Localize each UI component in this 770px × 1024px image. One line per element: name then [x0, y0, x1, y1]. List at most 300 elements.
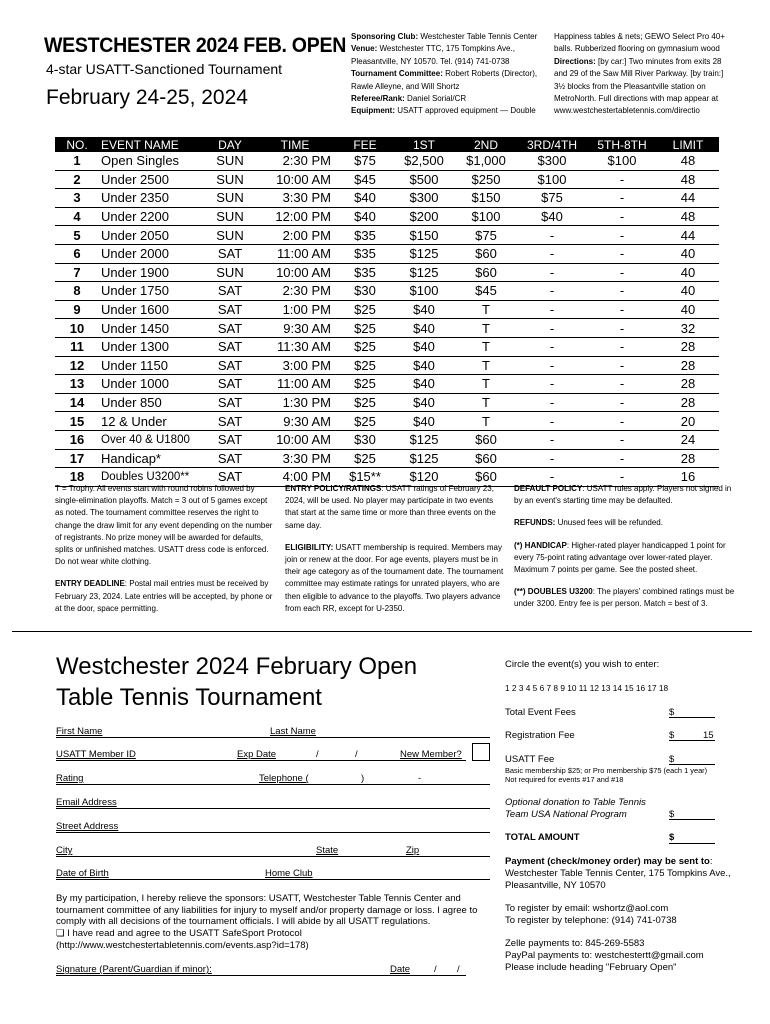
registration-fee-dollar: $ — [669, 730, 675, 741]
event-prize-2nd: T — [455, 356, 517, 375]
event-no: 6 — [55, 244, 99, 263]
event-time: 2:00 PM — [253, 226, 337, 245]
default-policy — [514, 483, 736, 507]
event-limit: 40 — [657, 282, 719, 301]
event-prize-2nd: $60 — [455, 468, 517, 487]
event-name: Under 2200 — [99, 207, 207, 226]
event-limit: 32 — [657, 319, 719, 338]
event-no: 1 — [55, 152, 99, 170]
event-number-choices[interactable]: 1 2 3 4 5 6 7 8 9 10 11 12 13 14 15 16 17 18 — [505, 683, 669, 693]
exp-date-label: Exp Date — [237, 749, 277, 760]
email-label: Email Address — [56, 797, 117, 808]
event-name: Under 2500 — [99, 170, 207, 189]
event-no: 14 — [55, 393, 99, 412]
entry-policy-label: ENTRY POLICY/RATINGS — [285, 484, 382, 493]
table-row — [55, 244, 719, 263]
event-prize-1st: $125 — [393, 244, 455, 263]
event-day: SAT — [207, 430, 253, 449]
event-day: SAT — [207, 282, 253, 301]
payment-colon: : — [709, 856, 713, 867]
event-no: 11 — [55, 337, 99, 356]
event-prize-1st: $150 — [393, 226, 455, 245]
zelle-info: Zelle payments to: 845-269-5583 — [505, 938, 645, 949]
new-member-checkbox[interactable] — [472, 743, 490, 761]
event-day: SUN — [207, 189, 253, 208]
doubles-label: (**) DOUBLES U3200 — [514, 587, 593, 597]
event-prize-1st: $40 — [393, 337, 455, 356]
email-input-line[interactable] — [56, 808, 490, 809]
event-prize-3rd-4th: $40 — [517, 207, 587, 226]
usatt-fee-dollar: $ — [669, 754, 675, 765]
event-name: Under 1750 — [99, 282, 207, 301]
total-event-fees-label: Total Event Fees — [505, 707, 576, 718]
donation-dollar: $ — [669, 809, 675, 820]
header-5th-8th: 5TH-8TH — [587, 137, 657, 152]
table-row — [55, 226, 719, 245]
event-day: SAT — [207, 319, 253, 338]
event-prize-5th-8th: - — [587, 337, 657, 356]
event-limit: 16 — [657, 468, 719, 487]
table-row — [55, 319, 719, 338]
event-prize-1st: $2,500 — [393, 152, 455, 170]
event-fee: $25 — [337, 375, 393, 394]
dob-club-input-line[interactable] — [56, 879, 490, 880]
home-club-label: Home Club — [265, 868, 313, 879]
event-fee: $25 — [337, 449, 393, 468]
directions: [by car:] Two minutes from exits 28 and 29 of the Saw Mill River Parkway. [by train:] 3½ blocks from the Pleasantville station on MetroNorth. Full directions with map appear at www.westchestertabletennis.com/directio — [554, 56, 724, 116]
default-policy-label: DEFAULT POLICY — [514, 484, 583, 493]
event-prize-3rd-4th: - — [517, 226, 587, 245]
event-prize-3rd-4th: - — [517, 412, 587, 431]
event-prize-3rd-4th: $100 — [517, 170, 587, 189]
event-prize-2nd: $1,000 — [455, 152, 517, 170]
event-prize-1st: $100 — [393, 282, 455, 301]
event-prize-5th-8th: - — [587, 356, 657, 375]
state-label: State — [316, 845, 339, 856]
event-prize-3rd-4th: - — [517, 393, 587, 412]
event-name: Open Singles — [99, 152, 207, 170]
event-prize-3rd-4th: - — [517, 337, 587, 356]
event-time: 3:00 PM — [253, 356, 337, 375]
last-name-label: Last Name — [270, 726, 316, 737]
event-day: SAT — [207, 244, 253, 263]
event-fee: $25 — [337, 300, 393, 319]
committee-label: Tournament Committee: — [351, 69, 443, 79]
signature-input-line[interactable] — [56, 975, 466, 976]
event-limit: 40 — [657, 263, 719, 282]
eligibility — [285, 542, 505, 615]
refunds — [514, 517, 736, 529]
event-prize-5th-8th: - — [587, 319, 657, 338]
total-event-fees-dollar: $ — [669, 707, 675, 718]
handicap — [514, 540, 736, 577]
entry-deadline — [55, 578, 277, 615]
event-prize-3rd-4th: - — [517, 263, 587, 282]
event-fee: $35 — [337, 263, 393, 282]
event-day: SAT — [207, 412, 253, 431]
event-time: 9:30 AM — [253, 319, 337, 338]
equipment: USATT approved equipment — Double — [397, 106, 536, 116]
event-prize-5th-8th: - — [587, 300, 657, 319]
event-day: SAT — [207, 375, 253, 394]
event-time: 2:30 PM — [253, 152, 337, 170]
event-prize-3rd-4th: - — [517, 430, 587, 449]
event-day: SAT — [207, 337, 253, 356]
usatt-fee-label: USATT Fee — [505, 754, 555, 765]
event-fee: $15** — [337, 468, 393, 487]
event-prize-3rd-4th: - — [517, 282, 587, 301]
event-prize-2nd: $60 — [455, 449, 517, 468]
event-fee: $75 — [337, 152, 393, 170]
event-time: 11:00 AM — [253, 244, 337, 263]
event-name: Doubles U3200** — [99, 468, 207, 487]
event-prize-3rd-4th: - — [517, 319, 587, 338]
event-no: 3 — [55, 189, 99, 208]
event-prize-1st: $40 — [393, 319, 455, 338]
event-day: SAT — [207, 393, 253, 412]
table-row — [55, 393, 719, 412]
eligibility-label: ELIGIBILITY: — [285, 542, 334, 552]
event-prize-5th-8th: - — [587, 468, 657, 487]
event-name: Under 850 — [99, 393, 207, 412]
cut-line-divider — [12, 631, 752, 632]
event-prize-5th-8th: - — [587, 207, 657, 226]
event-limit: 40 — [657, 300, 719, 319]
header-1st: 1ST — [393, 137, 455, 152]
event-time: 1:00 PM — [253, 300, 337, 319]
event-prize-3rd-4th: $75 — [517, 189, 587, 208]
event-prize-5th-8th: - — [587, 189, 657, 208]
event-name: Under 1300 — [99, 337, 207, 356]
event-prize-3rd-4th: - — [517, 244, 587, 263]
signature-date-slash-2: / — [457, 964, 460, 975]
donation-input[interactable] — [669, 819, 715, 820]
event-limit: 20 — [657, 412, 719, 431]
donation-label: Optional donation to Table Tennis Team USA National Program — [505, 797, 646, 820]
event-name: Under 1000 — [99, 375, 207, 394]
registration-fee-line — [669, 740, 715, 741]
sponsor-label: Sponsoring Club: — [351, 32, 419, 41]
event-limit: 44 — [657, 189, 719, 208]
event-prize-5th-8th: - — [587, 430, 657, 449]
event-limit: 28 — [657, 356, 719, 375]
event-prize-5th-8th: - — [587, 244, 657, 263]
event-limit: 48 — [657, 207, 719, 226]
header-limit: LIMIT — [657, 137, 719, 152]
total-event-fees-input[interactable] — [669, 717, 715, 718]
event-prize-2nd: T — [455, 412, 517, 431]
event-prize-1st: $125 — [393, 449, 455, 468]
waiver-text: By my participation, I hereby relieve the sponsors: USATT, Westchester Table Tennis Center and tournament committee of any liabilities for injury to myself and/or property damage or loss. I agree to comply with all decisions of the tournament officials. I will abide by all USATT regulations. — [56, 893, 478, 928]
event-prize-2nd: $150 — [455, 189, 517, 208]
entry-policy-text: : USATT ratings of February 23, 2024, will be used. No player may participate in two events that start at the same time or more than three events on the same day. — [285, 484, 496, 530]
event-prize-5th-8th: - — [587, 226, 657, 245]
event-fee: $30 — [337, 282, 393, 301]
event-fee: $25 — [337, 412, 393, 431]
event-limit: 24 — [657, 430, 719, 449]
table-row — [55, 356, 719, 375]
event-name: Under 2050 — [99, 226, 207, 245]
safesport-checkbox[interactable]: ❏ — [56, 928, 65, 939]
event-prize-2nd: $100 — [455, 207, 517, 226]
table-row — [55, 430, 719, 449]
venue: Westchester TTC, 175 Tompkins Ave., Pleasantville, NY 10570. Tel. (914) 741-0738 — [351, 44, 515, 66]
event-prize-3rd-4th: - — [517, 375, 587, 394]
member-id-input-line[interactable] — [56, 760, 466, 761]
header-fee: FEE — [337, 137, 393, 152]
event-prize-1st: $200 — [393, 207, 455, 226]
event-no: 13 — [55, 375, 99, 394]
default-policy-text: : USATT rules apply. Players not signed in by an event's starting time may be defaulted. — [514, 484, 732, 506]
table-row — [55, 189, 719, 208]
table-row — [55, 300, 719, 319]
event-prize-1st: $125 — [393, 263, 455, 282]
event-fee: $45 — [337, 170, 393, 189]
payment-label: Payment (check/money order) may be sent to — [505, 856, 710, 867]
signature-date-slash-1: / — [434, 964, 437, 975]
safesport-agreement — [56, 928, 496, 951]
safesport-text: I have read and agree to the USATT SafeSport Protocol (http://www.westchestertabletennis.com/events.asp?id=178) — [56, 928, 309, 951]
city-state-zip-input-line[interactable] — [56, 856, 490, 857]
event-time: 3:30 PM — [253, 449, 337, 468]
event-fee: $25 — [337, 393, 393, 412]
circle-events-label: Circle the event(s) you wish to enter: — [505, 659, 660, 670]
online-payment-info — [505, 938, 735, 974]
city-label: City — [56, 845, 73, 856]
event-day: SAT — [207, 300, 253, 319]
usatt-fee-input[interactable] — [669, 764, 715, 765]
header-event-name: EVENT NAME — [99, 137, 207, 152]
form-title: Westchester 2024 February Open Table Tennis Tournament — [56, 653, 418, 711]
usatt-id-label: USATT Member ID — [56, 749, 136, 760]
event-day: SAT — [207, 356, 253, 375]
event-time: 10:00 AM — [253, 430, 337, 449]
event-time: 12:00 PM — [253, 207, 337, 226]
table-row — [55, 263, 719, 282]
event-fee: $25 — [337, 319, 393, 338]
exp-date-slash-2: / — [355, 749, 358, 760]
event-prize-2nd: $60 — [455, 430, 517, 449]
event-prize-2nd: T — [455, 393, 517, 412]
event-prize-1st: $40 — [393, 356, 455, 375]
register-info — [505, 903, 735, 927]
notes-column-3 — [514, 483, 736, 621]
table-row — [55, 449, 719, 468]
payment-instructions — [505, 856, 735, 892]
event-fee: $30 — [337, 430, 393, 449]
street-label: Street Address — [56, 821, 119, 832]
event-limit: 28 — [657, 337, 719, 356]
event-prize-2nd: $45 — [455, 282, 517, 301]
event-prize-5th-8th: - — [587, 393, 657, 412]
registration-fee-label: Registration Fee — [505, 730, 575, 741]
event-time: 9:30 AM — [253, 412, 337, 431]
referee-label: Referee/Rank: — [351, 94, 405, 104]
info-column-1 — [351, 31, 547, 118]
event-day: SUN — [207, 263, 253, 282]
event-limit: 48 — [657, 152, 719, 170]
first-name-label: First Name — [56, 726, 103, 737]
event-prize-1st: $500 — [393, 170, 455, 189]
entry-policy — [285, 483, 505, 532]
registration-fee-amount: 15 — [703, 730, 714, 741]
handicap-label: (*) HANDICAP — [514, 540, 567, 550]
event-day: SUN — [207, 226, 253, 245]
entry-deadline-text: : Postal mail entries must be received by February 23, 2024. Late entries will be accepted, by phone or at the door, space permitting. — [55, 579, 273, 613]
payment-address: Westchester Table Tennis Center, 175 Tompkins Ave., Pleasantville, NY 10570 — [505, 868, 731, 891]
event-limit: 40 — [657, 244, 719, 263]
event-time: 10:00 AM — [253, 263, 337, 282]
event-prize-1st: $120 — [393, 468, 455, 487]
refunds-label: REFUNDS: — [514, 518, 556, 528]
telephone-label: Telephone ( — [259, 773, 309, 784]
event-prize-1st: $40 — [393, 393, 455, 412]
event-name: Under 1450 — [99, 319, 207, 338]
event-prize-2nd: $75 — [455, 226, 517, 245]
total-amount-dollar: $ — [669, 832, 675, 843]
event-name: Under 2350 — [99, 189, 207, 208]
telephone-paren: ) — [361, 773, 365, 784]
event-prize-1st: $125 — [393, 430, 455, 449]
rating-phone-input-line[interactable] — [56, 784, 490, 785]
notes-column-2 — [285, 483, 505, 625]
event-no: 10 — [55, 319, 99, 338]
event-time: 3:30 PM — [253, 189, 337, 208]
event-rows — [55, 152, 719, 486]
event-prize-3rd-4th: - — [517, 449, 587, 468]
table-row — [55, 412, 719, 431]
event-prize-5th-8th: - — [587, 375, 657, 394]
telephone-dash: - — [418, 773, 422, 784]
event-fee: $25 — [337, 337, 393, 356]
event-prize-5th-8th: - — [587, 263, 657, 282]
info-column-2 — [554, 31, 732, 118]
event-name: Under 1600 — [99, 300, 207, 319]
event-prize-2nd: T — [455, 319, 517, 338]
event-no: 4 — [55, 207, 99, 226]
event-fee: $40 — [337, 189, 393, 208]
event-fee: $25 — [337, 356, 393, 375]
event-no: 17 — [55, 449, 99, 468]
event-name: Handicap* — [99, 449, 207, 468]
event-prize-5th-8th: - — [587, 449, 657, 468]
paypal-info: PayPal payments to: westchestertt@gmail.com — [505, 950, 704, 961]
zip-label: Zip — [406, 845, 420, 856]
events-table — [55, 137, 719, 487]
event-prize-5th-8th: - — [587, 282, 657, 301]
event-day: SUN — [207, 207, 253, 226]
event-no: 8 — [55, 282, 99, 301]
event-fee: $35 — [337, 244, 393, 263]
rating-label: Rating — [56, 773, 84, 784]
heading-note: Please include heading "February Open" — [505, 962, 677, 973]
event-prize-3rd-4th: $300 — [517, 152, 587, 170]
handicap-text: : Higher-rated player handicapped 1 point for every 75-point rating advantage over lower-rated player. Maximum 7 points per game. See the posted sheet. — [514, 540, 726, 575]
event-prize-1st: $40 — [393, 375, 455, 394]
signature-label: Signature (Parent/Guardian if minor): — [56, 964, 212, 975]
event-time: 11:30 AM — [253, 337, 337, 356]
event-time: 2:30 PM — [253, 282, 337, 301]
event-time: 10:00 AM — [253, 170, 337, 189]
event-limit: 48 — [657, 170, 719, 189]
event-prize-3rd-4th: - — [517, 356, 587, 375]
event-no: 7 — [55, 263, 99, 282]
register-email: To register by email: wshortz@aol.com — [505, 903, 669, 914]
event-prize-2nd: T — [455, 375, 517, 394]
event-day: SUN — [207, 152, 253, 170]
tournament-date: February 24-25, 2024 — [46, 86, 248, 109]
name-input-line[interactable] — [56, 737, 490, 738]
street-input-line[interactable] — [56, 832, 490, 833]
equipment-label: Equipment: — [351, 106, 395, 116]
event-time: 4:00 PM — [253, 468, 337, 487]
event-limit: 28 — [657, 449, 719, 468]
event-prize-2nd: T — [455, 300, 517, 319]
event-no: 15 — [55, 412, 99, 431]
referee: Daniel Sorial/CR — [407, 94, 467, 104]
total-amount-input[interactable] — [669, 843, 715, 844]
event-name: Under 1900 — [99, 263, 207, 282]
dob-label: Date of Birth — [56, 868, 109, 879]
table-row — [55, 282, 719, 301]
signature-date-label: Date — [390, 964, 411, 975]
total-amount-label: TOTAL AMOUNT — [505, 832, 580, 843]
event-time: 11:00 AM — [253, 375, 337, 394]
sponsor: Westchester Table Tennis Center — [420, 32, 538, 41]
tournament-title: WESTCHESTER 2024 FEB. OPEN — [44, 34, 347, 57]
event-time: 1:30 PM — [253, 393, 337, 412]
table-row — [55, 375, 719, 394]
event-prize-5th-8th: - — [587, 412, 657, 431]
event-no: 9 — [55, 300, 99, 319]
event-fee: $35 — [337, 226, 393, 245]
notes-column-1 — [55, 483, 277, 625]
header-no: NO. — [55, 137, 99, 152]
event-prize-2nd: $60 — [455, 263, 517, 282]
header-2nd: 2ND — [455, 137, 517, 152]
venue-label: Venue: — [351, 44, 378, 54]
event-no: 2 — [55, 170, 99, 189]
entry-deadline-label: ENTRY DEADLINE — [55, 579, 125, 589]
header-day: DAY — [207, 137, 253, 152]
event-prize-5th-8th: $100 — [587, 152, 657, 170]
event-prize-2nd: T — [455, 337, 517, 356]
table-row — [55, 337, 719, 356]
event-prize-1st: $40 — [393, 300, 455, 319]
event-day: SUN — [207, 170, 253, 189]
refunds-text: Unused fees will be refunded. — [555, 518, 663, 528]
event-prize-1st: $300 — [393, 189, 455, 208]
event-no: 5 — [55, 226, 99, 245]
table-header-row — [55, 137, 719, 152]
event-no: 18 — [55, 468, 99, 487]
header-3rd-4th: 3RD/4TH — [517, 137, 587, 152]
event-limit: 28 — [657, 375, 719, 394]
event-limit: 28 — [657, 393, 719, 412]
event-prize-3rd-4th: - — [517, 468, 587, 487]
table-row — [55, 207, 719, 226]
event-limit: 44 — [657, 226, 719, 245]
usatt-fee-note — [505, 766, 707, 784]
register-phone: To register by telephone: (914) 741-0738 — [505, 915, 677, 926]
doubles — [514, 586, 736, 610]
tournament-subtitle: 4-star USATT-Sanctioned Tournament — [46, 61, 283, 77]
event-fee: $40 — [337, 207, 393, 226]
doubles-text: : The players' combined ratings must be under 3200. Entry fee is per person. Match = best of 3. — [514, 587, 735, 609]
event-name: Over 40 & U1800 — [99, 430, 207, 449]
general-rules: T = Trophy. All events start with round robins followed by single-elimination playoffs. Match = 3 out of 5 games except as noted. The tournament committee reserves the right to change the draw limit for any event depending on the number of registrants. No prize money will be awarded for defaults, splits or unfinished matches. USATT dress code is enforced. Do not wear white clothing. — [55, 484, 273, 567]
directions-label: Directions: — [554, 56, 596, 66]
